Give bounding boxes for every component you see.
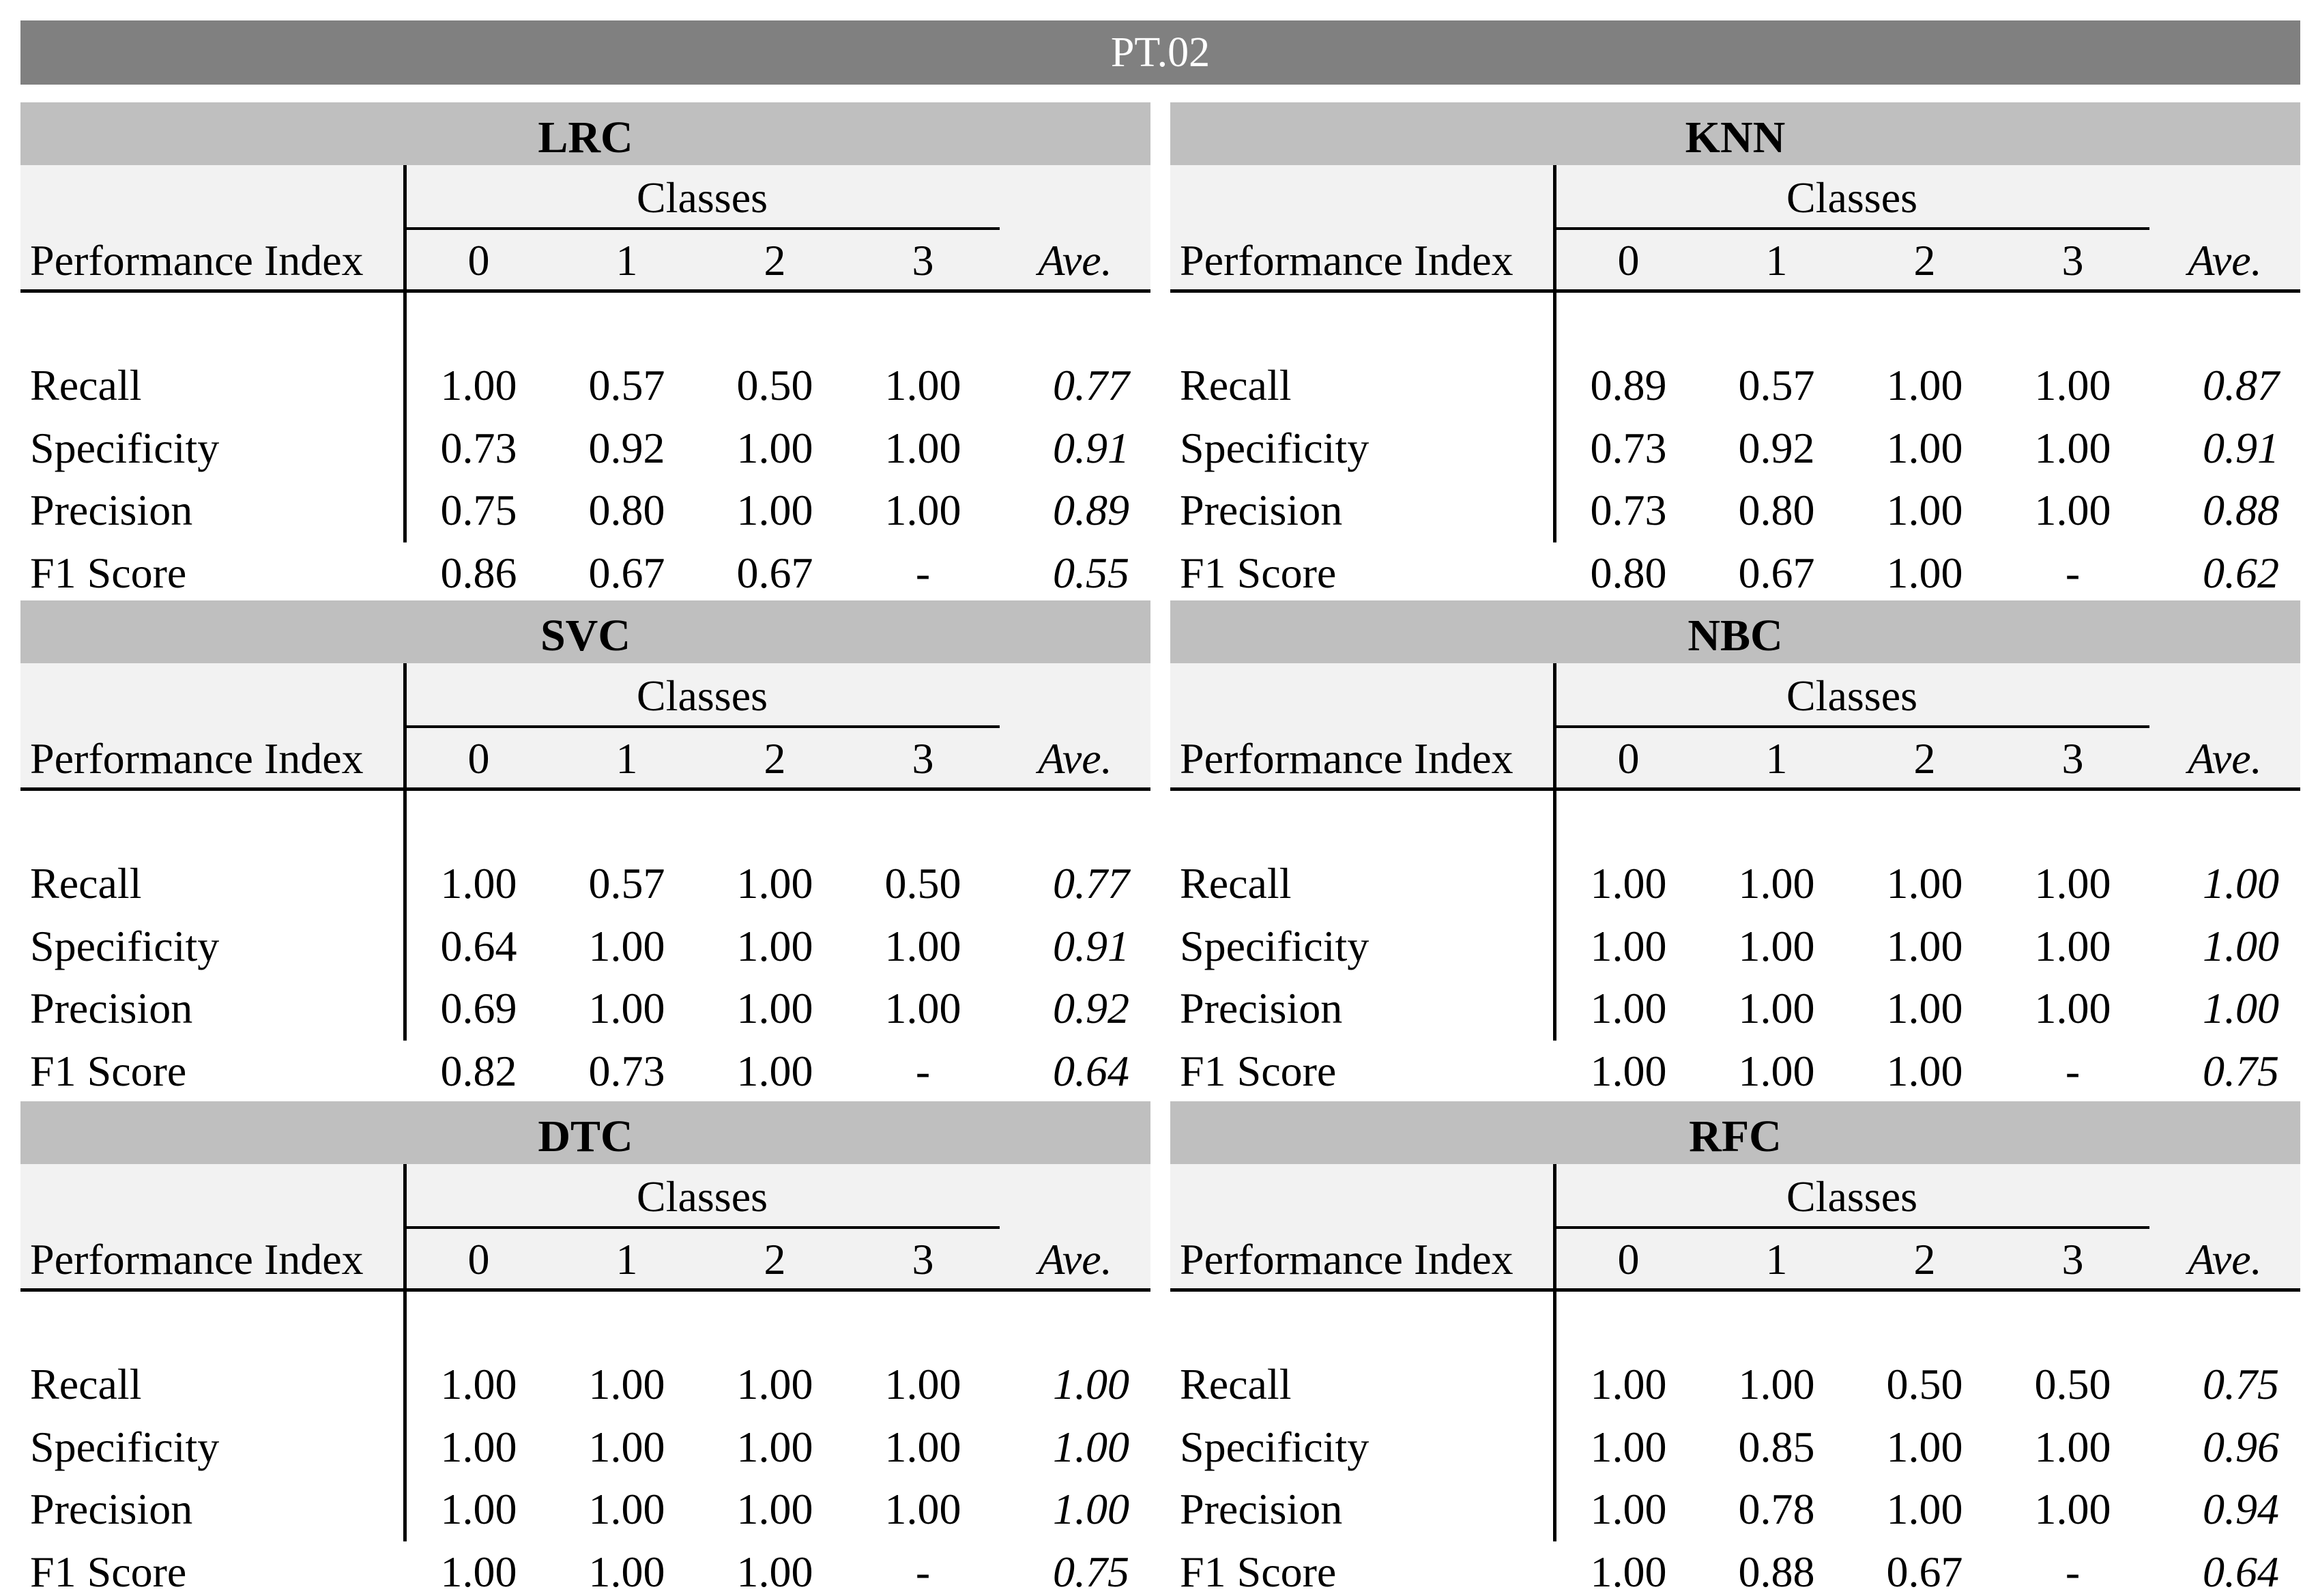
- performance-index-header: Performance Index: [30, 734, 364, 783]
- value-cell: 1.00: [588, 1548, 665, 1596]
- class-1-header: 1: [615, 1235, 638, 1283]
- value-cell: 1.00: [1590, 1360, 1667, 1408]
- row-label-recall: Recall: [1180, 859, 1292, 908]
- panel-title-nbc: NBC: [1170, 600, 2300, 663]
- header-bottom-rule: [20, 289, 1150, 293]
- header-bottom-rule: [20, 1288, 1150, 1292]
- panel-title-lrc: LRC: [20, 102, 1150, 165]
- value-cell: 0.85: [1738, 1423, 1815, 1471]
- row-label-precision: Precision: [1180, 984, 1343, 1032]
- value-cell: 0.92: [1738, 424, 1815, 472]
- class-2-header: 2: [1913, 236, 1936, 285]
- class-2-header: 2: [764, 236, 786, 285]
- class-2-header: 2: [764, 734, 786, 783]
- value-cell: 1.00: [588, 1360, 665, 1408]
- average-value-cell: 0.55: [1053, 549, 1129, 597]
- value-cell: 1.00: [884, 1485, 961, 1533]
- average-value-cell: 0.64: [2203, 1548, 2279, 1596]
- row-label-f1-score: F1 Score: [1180, 549, 1337, 597]
- row-label-precision: Precision: [30, 1485, 193, 1533]
- value-cell: 0.57: [1738, 361, 1815, 409]
- value-cell: 1.00: [1738, 859, 1815, 908]
- value-cell: 0.78: [1738, 1485, 1815, 1533]
- average-value-cell: 0.62: [2203, 549, 2279, 597]
- class-3-header: 3: [2061, 236, 2084, 285]
- row-label-divider: [403, 1164, 407, 1541]
- row-label-recall: Recall: [30, 1360, 142, 1408]
- value-cell: 0.88: [1738, 1548, 1815, 1596]
- class-1-header: 1: [1765, 1235, 1788, 1283]
- row-label-precision: Precision: [1180, 1485, 1343, 1533]
- value-cell: 1.00: [1886, 486, 1963, 534]
- row-label-divider: [1553, 1164, 1556, 1541]
- value-cell: 1.00: [1738, 922, 1815, 970]
- classes-underline: [1554, 1226, 2149, 1229]
- value-cell: 1.00: [1886, 424, 1963, 472]
- performance-index-header: Performance Index: [1180, 1235, 1513, 1283]
- value-cell: 1.00: [1590, 984, 1667, 1032]
- value-cell: 1.00: [1590, 1485, 1667, 1533]
- value-cell: -: [2065, 1548, 2081, 1596]
- classes-header: Classes: [637, 1172, 768, 1221]
- value-cell: 1.00: [2034, 1485, 2111, 1533]
- value-cell: 1.00: [2034, 424, 2111, 472]
- row-label-specificity: Specificity: [30, 1423, 220, 1471]
- value-cell: 1.00: [588, 984, 665, 1032]
- header-bottom-rule: [1170, 1288, 2300, 1292]
- class-1-header: 1: [1765, 236, 1788, 285]
- panel-title-knn: KNN: [1170, 102, 2300, 165]
- row-label-f1-score: F1 Score: [1180, 1047, 1337, 1095]
- row-label-precision: Precision: [30, 984, 193, 1032]
- classes-underline: [405, 227, 1000, 230]
- value-cell: 0.73: [440, 424, 517, 472]
- value-cell: 1.00: [736, 486, 813, 534]
- value-cell: 1.00: [736, 859, 813, 908]
- classes-underline: [1554, 725, 2149, 728]
- value-cell: 0.86: [440, 549, 517, 597]
- value-cell: 1.00: [1590, 922, 1667, 970]
- row-label-f1-score: F1 Score: [30, 549, 187, 597]
- row-label-recall: Recall: [1180, 1360, 1292, 1408]
- value-cell: 1.00: [1886, 1423, 1963, 1471]
- value-cell: 1.00: [1590, 1423, 1667, 1471]
- average-header: Ave.: [2188, 1235, 2262, 1283]
- row-label-recall: Recall: [1180, 361, 1292, 409]
- value-cell: 0.73: [1590, 486, 1667, 534]
- header-bottom-rule: [1170, 787, 2300, 791]
- average-value-cell: 0.77: [1053, 361, 1129, 409]
- value-cell: 1.00: [736, 984, 813, 1032]
- panel-title-svc: SVC: [20, 600, 1150, 663]
- value-cell: 0.67: [588, 549, 665, 597]
- average-value-cell: 0.88: [2203, 486, 2279, 534]
- performance-index-header: Performance Index: [30, 1235, 364, 1283]
- value-cell: 1.00: [736, 1360, 813, 1408]
- metric-panel-dtc: [20, 1101, 1150, 1596]
- classes-header: Classes: [1786, 1172, 1917, 1221]
- value-cell: 1.00: [1886, 859, 1963, 908]
- row-label-divider: [403, 663, 407, 1041]
- value-cell: 1.00: [1738, 1047, 1815, 1095]
- value-cell: 0.57: [588, 859, 665, 908]
- value-cell: 1.00: [440, 1360, 517, 1408]
- class-1-header: 1: [1765, 734, 1788, 783]
- value-cell: 1.00: [884, 486, 961, 534]
- value-cell: 1.00: [588, 1423, 665, 1471]
- average-value-cell: 0.92: [1053, 984, 1129, 1032]
- average-header: Ave.: [1038, 236, 1112, 285]
- class-0-header: 0: [467, 1235, 490, 1283]
- class-0-header: 0: [467, 236, 490, 285]
- class-0-header: 0: [1617, 1235, 1640, 1283]
- classes-header: Classes: [637, 173, 768, 222]
- value-cell: 0.75: [440, 486, 517, 534]
- row-label-f1-score: F1 Score: [30, 1548, 187, 1596]
- average-value-cell: 0.75: [2203, 1047, 2279, 1095]
- value-cell: -: [915, 1047, 931, 1095]
- page-title: PT.02: [20, 20, 2300, 85]
- metric-panel-nbc: [1170, 600, 2300, 1095]
- class-3-header: 3: [2061, 1235, 2084, 1283]
- average-value-cell: 0.91: [1053, 424, 1129, 472]
- row-label-divider: [403, 165, 407, 542]
- class-2-header: 2: [764, 1235, 786, 1283]
- class-3-header: 3: [912, 734, 934, 783]
- average-value-cell: 0.91: [2203, 424, 2279, 472]
- class-3-header: 3: [2061, 734, 2084, 783]
- metric-panel-rfc: [1170, 1101, 2300, 1596]
- value-cell: 1.00: [1886, 922, 1963, 970]
- row-label-divider: [1553, 165, 1556, 542]
- value-cell: 1.00: [1886, 1485, 1963, 1533]
- class-0-header: 0: [467, 734, 490, 783]
- classes-header: Classes: [1786, 671, 1917, 720]
- value-cell: 0.50: [1886, 1360, 1963, 1408]
- value-cell: 1.00: [1886, 1047, 1963, 1095]
- average-header: Ave.: [1038, 1235, 1112, 1283]
- value-cell: 1.00: [1886, 361, 1963, 409]
- row-label-recall: Recall: [30, 859, 142, 908]
- value-cell: 1.00: [440, 1423, 517, 1471]
- value-cell: 1.00: [2034, 361, 2111, 409]
- performance-index-header: Performance Index: [1180, 236, 1513, 285]
- row-label-recall: Recall: [30, 361, 142, 409]
- average-value-cell: 1.00: [1053, 1423, 1129, 1471]
- value-cell: 1.00: [884, 424, 961, 472]
- class-1-header: 1: [615, 236, 638, 285]
- value-cell: 0.80: [1590, 549, 1667, 597]
- value-cell: 1.00: [1590, 859, 1667, 908]
- row-label-f1-score: F1 Score: [1180, 1548, 1337, 1596]
- value-cell: 1.00: [440, 1485, 517, 1533]
- value-cell: 1.00: [1590, 1047, 1667, 1095]
- value-cell: 1.00: [588, 922, 665, 970]
- row-label-specificity: Specificity: [30, 424, 220, 472]
- value-cell: 1.00: [884, 984, 961, 1032]
- value-cell: 0.67: [1738, 549, 1815, 597]
- average-value-cell: 1.00: [2203, 859, 2279, 908]
- value-cell: 0.67: [1886, 1548, 1963, 1596]
- average-value-cell: 0.94: [2203, 1485, 2279, 1533]
- value-cell: 0.50: [884, 859, 961, 908]
- metric-panel-svc: [20, 600, 1150, 1095]
- value-cell: 1.00: [736, 424, 813, 472]
- metric-panel-lrc: [20, 102, 1150, 597]
- classes-underline: [1554, 227, 2149, 230]
- value-cell: 0.73: [588, 1047, 665, 1095]
- value-cell: -: [2065, 549, 2081, 597]
- average-value-cell: 0.64: [1053, 1047, 1129, 1095]
- value-cell: 0.57: [588, 361, 665, 409]
- value-cell: 1.00: [2034, 859, 2111, 908]
- classes-underline: [405, 1226, 1000, 1229]
- average-header: Ave.: [1038, 734, 1112, 783]
- row-label-specificity: Specificity: [30, 922, 220, 970]
- class-3-header: 3: [912, 1235, 934, 1283]
- value-cell: 1.00: [440, 859, 517, 908]
- average-value-cell: 1.00: [1053, 1360, 1129, 1408]
- row-label-precision: Precision: [1180, 486, 1343, 534]
- performance-index-header: Performance Index: [30, 236, 364, 285]
- value-cell: -: [2065, 1047, 2081, 1095]
- value-cell: 1.00: [884, 1360, 961, 1408]
- average-value-cell: 0.96: [2203, 1423, 2279, 1471]
- average-value-cell: 0.77: [1053, 859, 1129, 908]
- value-cell: 0.73: [1590, 424, 1667, 472]
- average-value-cell: 1.00: [1053, 1485, 1129, 1533]
- class-0-header: 0: [1617, 734, 1640, 783]
- header-bottom-rule: [20, 787, 1150, 791]
- average-value-cell: 1.00: [2203, 922, 2279, 970]
- value-cell: 0.89: [1590, 361, 1667, 409]
- value-cell: 1.00: [736, 922, 813, 970]
- value-cell: 1.00: [1886, 549, 1963, 597]
- value-cell: 1.00: [1886, 984, 1963, 1032]
- classes-underline: [405, 725, 1000, 728]
- average-value-cell: 0.89: [1053, 486, 1129, 534]
- value-cell: 1.00: [588, 1485, 665, 1533]
- class-2-header: 2: [1913, 1235, 1936, 1283]
- class-2-header: 2: [1913, 734, 1936, 783]
- value-cell: 1.00: [2034, 1423, 2111, 1471]
- panel-title-rfc: RFC: [1170, 1101, 2300, 1164]
- value-cell: 0.82: [440, 1047, 517, 1095]
- average-value-cell: 1.00: [2203, 984, 2279, 1032]
- value-cell: 0.80: [588, 486, 665, 534]
- row-label-f1-score: F1 Score: [30, 1047, 187, 1095]
- class-0-header: 0: [1617, 236, 1640, 285]
- value-cell: 1.00: [440, 361, 517, 409]
- value-cell: 1.00: [440, 1548, 517, 1596]
- average-header: Ave.: [2188, 236, 2262, 285]
- performance-index-header: Performance Index: [1180, 734, 1513, 783]
- value-cell: 1.00: [736, 1423, 813, 1471]
- value-cell: -: [915, 1548, 931, 1596]
- row-label-specificity: Specificity: [1180, 922, 1370, 970]
- class-3-header: 3: [912, 236, 934, 285]
- value-cell: 0.50: [736, 361, 813, 409]
- value-cell: 1.00: [884, 361, 961, 409]
- value-cell: 0.92: [588, 424, 665, 472]
- header-bottom-rule: [1170, 289, 2300, 293]
- value-cell: 1.00: [1738, 984, 1815, 1032]
- value-cell: 1.00: [2034, 486, 2111, 534]
- classes-header: Classes: [1786, 173, 1917, 222]
- value-cell: 0.64: [440, 922, 517, 970]
- value-cell: 1.00: [1590, 1548, 1667, 1596]
- row-label-specificity: Specificity: [1180, 424, 1370, 472]
- value-cell: 1.00: [1738, 1360, 1815, 1408]
- value-cell: -: [915, 549, 931, 597]
- value-cell: 1.00: [884, 922, 961, 970]
- average-value-cell: 0.87: [2203, 361, 2279, 409]
- value-cell: 0.69: [440, 984, 517, 1032]
- average-value-cell: 0.75: [1053, 1548, 1129, 1596]
- value-cell: 1.00: [736, 1485, 813, 1533]
- classes-header: Classes: [637, 671, 768, 720]
- metric-panel-knn: [1170, 102, 2300, 597]
- value-cell: 0.67: [736, 549, 813, 597]
- average-value-cell: 0.75: [2203, 1360, 2279, 1408]
- value-cell: 1.00: [2034, 922, 2111, 970]
- average-header: Ave.: [2188, 734, 2262, 783]
- row-label-divider: [1553, 663, 1556, 1041]
- value-cell: 0.80: [1738, 486, 1815, 534]
- value-cell: 0.50: [2034, 1360, 2111, 1408]
- value-cell: 1.00: [2034, 984, 2111, 1032]
- value-cell: 1.00: [736, 1047, 813, 1095]
- panel-title-dtc: DTC: [20, 1101, 1150, 1164]
- class-1-header: 1: [615, 734, 638, 783]
- row-label-precision: Precision: [30, 486, 193, 534]
- value-cell: 1.00: [884, 1423, 961, 1471]
- value-cell: 1.00: [736, 1548, 813, 1596]
- row-label-specificity: Specificity: [1180, 1423, 1370, 1471]
- average-value-cell: 0.91: [1053, 922, 1129, 970]
